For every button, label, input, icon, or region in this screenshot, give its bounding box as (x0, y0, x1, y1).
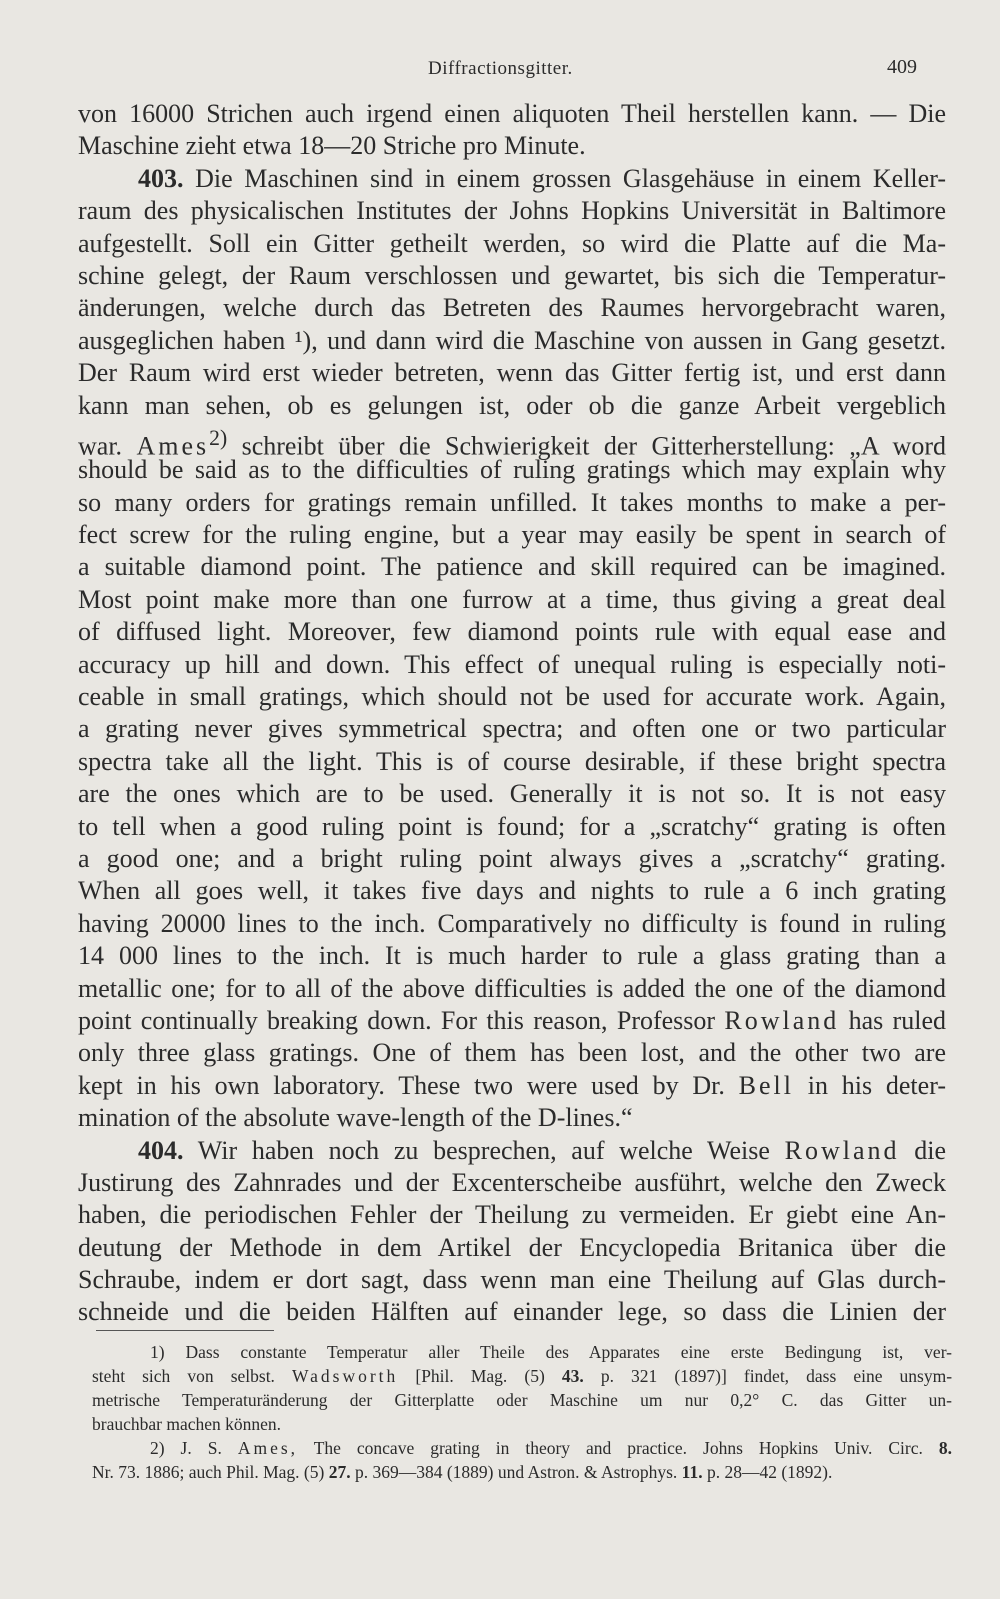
footnote-1-line: 1) Dass constante Temperatur aller Theile des Apparates eine erste Bedingung ist, ver- (150, 1342, 952, 1362)
footnote-2-line (92, 1436, 952, 1460)
text-line: schine gelegt, der Raum verschlossen und gewartet, bis sich die Temperatur- (78, 260, 946, 290)
paragraph-404-start (78, 1135, 946, 1167)
text-span: Nr. 73. 1886; auch Phil. Mag. (5) (92, 1462, 325, 1482)
text-span: Wir haben noch zu besprechen, auf welche Weise (197, 1135, 770, 1165)
footnotes (92, 1340, 952, 1484)
text-span: p. 369—384 (1889) und Astron. & Astrophys. (354, 1462, 678, 1482)
text-span: die (914, 1135, 947, 1165)
author-name-wadsworth: Wadsworth (292, 1366, 399, 1386)
text-line-rowland (78, 1005, 946, 1037)
text-line: When all goes well, it takes five days and nights to rule a 6 inch grating (78, 876, 946, 906)
text-span: schreibt über die Schwierigkeit der Gitterherstellung: „A word (241, 431, 946, 461)
author-name-ames: Ames, (237, 1438, 299, 1458)
text-line: kann man sehen, ob es gelungen ist, oder ob die ganze Arbeit vergeblich (78, 390, 946, 420)
text-span: p. 321 (1897)] findet, dass eine unsym- (600, 1366, 953, 1386)
text-line: Der Raum wird erst wieder betreten, wenn das Gitter fertig ist, und erst dann (78, 358, 946, 388)
text-line: ausgeglichen haben ¹), und dann wird die Maschine von aussen in Gang gesetzt. (78, 325, 946, 355)
page-header (0, 56, 1000, 86)
text-line: schneide und die beiden Hälften auf einander lege, so dass die Linien der (78, 1297, 946, 1327)
text-line: to tell when a good ruling point is found; for a „scratchy“ grating is often (78, 811, 946, 841)
text-line: änderungen, welche durch das Betreten des Raumes hervorgebracht waren, (78, 293, 946, 323)
footnote-1-line: brauchbar machen können. (92, 1414, 282, 1434)
author-name-rowland: Rowland (784, 1135, 900, 1165)
text-span: kept in his own laboratory. These two were used by Dr. (78, 1070, 725, 1100)
body-text (78, 98, 946, 1329)
text-line: metallic one; for to all of the above difficulties is added the one of the diamond (78, 973, 946, 1003)
text-line-ames (78, 422, 946, 461)
text-line: having 20000 lines to the inch. Comparatively no difficulty is found in ruling (78, 908, 946, 938)
section-number-404: 404. (138, 1135, 184, 1165)
footnote-marker: 2) (209, 425, 228, 450)
text-span: point continually breaking down. For this reason, Professor (78, 1005, 716, 1035)
author-name-rowland: Rowland (724, 1005, 840, 1035)
text-line: deutung der Methode in dem Artikel der Encyclopedia Britanica über die (78, 1232, 946, 1262)
text-line: mination of the absolute wave-length of the D-lines.“ (78, 1103, 633, 1133)
text-line: a grating never gives symmetrical spectra; and often one or two particular (78, 714, 946, 744)
author-name-bell: Bell (738, 1070, 794, 1100)
footnote-1-line: metrische Temperaturänderung der Gitterplatte oder Maschine um nur 0,2° C. das Gitter un- (92, 1390, 952, 1410)
text-line: Justirung des Zahnrades und der Excenterscheibe ausführt, welche den Zweck (78, 1167, 946, 1197)
text-line: only three glass gratings. One of them has been lost, and the other two are (78, 1038, 946, 1068)
footnote-divider (96, 1330, 274, 1331)
footnote-2-line (92, 1460, 952, 1484)
text-line: Most point make more than one furrow at a time, thus giving a great deal (78, 584, 946, 614)
text-span: in his deter- (807, 1070, 946, 1100)
text-line: Maschine zieht etwa 18—20 Striche pro Minute. (78, 131, 586, 161)
footnote-1-line (92, 1364, 952, 1388)
volume-number: 27. (328, 1462, 351, 1482)
text-span: [Phil. Mag. (5) (415, 1366, 545, 1386)
text-line: aufgestellt. Soll ein Gitter getheilt werden, so wird die Platte auf die Ma- (78, 228, 946, 258)
text-span: war. (78, 431, 123, 461)
volume-number: 8. (938, 1438, 952, 1458)
text-line: ceable in small gratings, which should not be used for accurate work. Again, (78, 682, 946, 712)
text-line: von 16000 Strichen auch irgend einen aliquoten Theil herstellen kann. — Die (78, 99, 946, 128)
text-line: of diffused light. Moreover, few diamond points rule with equal ease and (78, 617, 946, 647)
text-span: The concave grating in theory and practice. Johns Hopkins Univ. Circ. (313, 1438, 923, 1458)
text-line-bell (78, 1070, 946, 1102)
author-name-ames: Ames (136, 431, 210, 461)
text-span: 2) J. S. (150, 1438, 222, 1458)
text-line: so many orders for gratings remain unfilled. It takes months to make a per- (78, 487, 946, 517)
text-line: 14 000 lines to the inch. It is much harder to rule a glass grating than a (78, 941, 946, 971)
paragraph-403-start (78, 163, 946, 195)
text-line: spectra take all the light. This is of course desirable, if these bright spectra (78, 746, 946, 776)
section-number-403: 403. (138, 163, 184, 193)
text-line: should be said as to the difficulties of ruling gratings which may explain why (78, 455, 946, 485)
text-line: haben, die periodischen Fehler der Theilung zu vermeiden. Er giebt eine An- (78, 1200, 946, 1230)
text-line: fect screw for the ruling engine, but a year may easily be spent in search of (78, 520, 946, 550)
running-head: Diffractionsgitter. (428, 58, 573, 79)
text-line: accuracy up hill and down. This effect of unequal ruling is especially noti- (78, 649, 946, 679)
volume-number: 11. (681, 1462, 703, 1482)
text-line: raum des physicalischen Institutes der Johns Hopkins Universität in Baltimore (78, 196, 946, 226)
text-span: steht sich von selbst. (92, 1366, 275, 1386)
text-span: Die Maschinen sind in einem grossen Glasgehäuse in einem Keller- (195, 163, 946, 193)
text-line: are the ones which are to be used. Generally it is not so. It is not easy (78, 779, 946, 809)
page-number: 409 (887, 56, 917, 78)
text-span: p. 28—42 (1892). (706, 1462, 833, 1482)
text-span: has ruled (848, 1005, 946, 1035)
text-line: a good one; and a bright ruling point always gives a „scratchy“ grating. (78, 843, 946, 873)
text-line: Schraube, indem er dort sagt, dass wenn man eine Theilung auf Glas durch- (78, 1265, 946, 1295)
text-line: a suitable diamond point. The patience and skill required can be imagined. (78, 552, 946, 582)
volume-number: 43. (561, 1366, 584, 1386)
